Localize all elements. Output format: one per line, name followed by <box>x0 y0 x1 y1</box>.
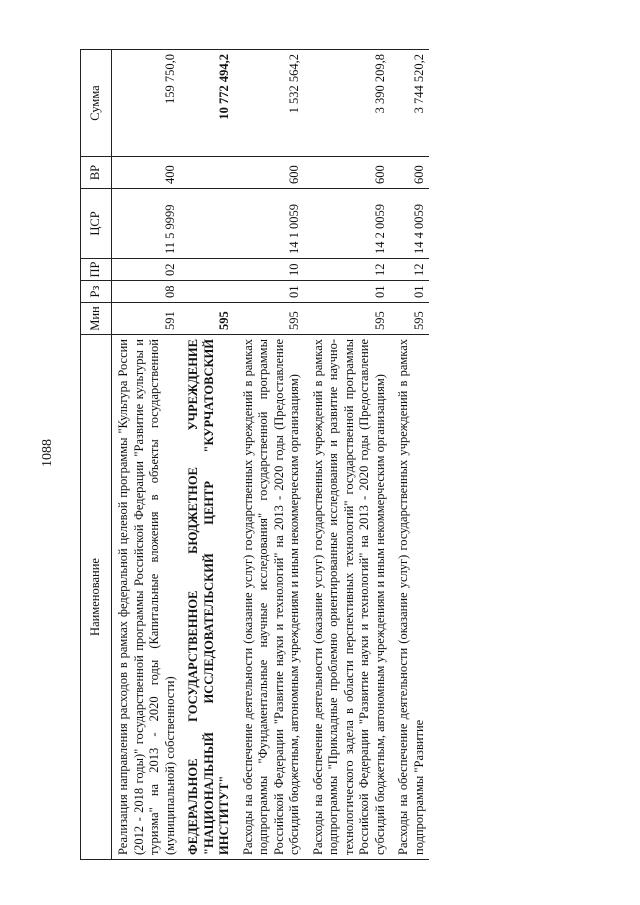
row-sum: 3 744 520,2 <box>392 50 429 157</box>
row-sum: 10 772 494,2 <box>182 50 237 157</box>
table-row <box>392 50 429 860</box>
row-pr: 12 <box>392 259 429 281</box>
row-min: 595 <box>307 303 393 335</box>
header-sum: Сумма <box>81 50 112 157</box>
table-row <box>237 50 307 860</box>
table-row <box>307 50 393 860</box>
row-csr: 14 4 0059 <box>392 189 429 259</box>
row-pr: 02 <box>112 259 183 281</box>
row-sum: 3 390 209,8 <box>307 50 393 157</box>
row-rz: 08 <box>112 281 183 303</box>
table-header <box>81 50 112 860</box>
rotated-page <box>80 50 605 860</box>
row-pr: 12 <box>307 259 393 281</box>
row-rz: 01 <box>237 281 307 303</box>
row-csr: 11 5 9999 <box>112 189 183 259</box>
row-vr <box>182 157 237 189</box>
row-name: Реализация направления расходов в рамках федеральной целевой программы "Культура России (2012 - 2018 годы)" государственной программы Российской Федерации "Развитие культуры и туризма" на 2013 - 2020 годы (Капитальные вложения в объекты государственной (муниципальной) собственности) <box>112 335 183 860</box>
row-sum: 1 532 564,2 <box>237 50 307 157</box>
row-sum: 159 750,0 <box>112 50 183 157</box>
row-pr: 10 <box>237 259 307 281</box>
row-min: 595 <box>392 303 429 335</box>
table-row <box>112 50 183 860</box>
page-number: 1088 <box>40 439 55 467</box>
row-vr: 600 <box>392 157 429 189</box>
row-rz: 01 <box>307 281 393 303</box>
row-min: 595 <box>182 303 237 335</box>
row-vr: 600 <box>307 157 393 189</box>
row-csr: 14 1 0059 <box>237 189 307 259</box>
row-rz <box>182 281 237 303</box>
row-rz: 01 <box>392 281 429 303</box>
row-min: 595 <box>237 303 307 335</box>
row-pr <box>182 259 237 281</box>
row-name: Расходы на обеспечение деятельности (оказание услуг) государственных учреждений в рамках подпрограммы "Фундаментальные научные исследования" государственной программы Российской Федерации "Развитие науки и технологий" на 2013 - 2020 годы (Предоставление субсидий бюджетным, автономным учреждениям и иным некоммерческим организациям) <box>237 335 307 860</box>
header-min: Мин <box>81 303 112 335</box>
row-vr: 400 <box>112 157 183 189</box>
row-name: ФЕДЕРАЛЬНОЕ ГОСУДАРСТВЕННОЕ БЮДЖЕТНОЕ УЧРЕЖДЕНИЕ "НАЦИОНАЛЬНЫЙ ИССЛЕДОВАТЕЛЬСКИЙ ЦЕНТР "КУРЧАТОВСКИЙ ИНСТИТУТ" <box>182 335 237 860</box>
row-name: Расходы на обеспечение деятельности (оказание услуг) государственных учреждений в рамках подпрограммы "Прикладные проблемно ориентированные исследования и развитие научно-технологического задела в области перспективных технологий" государственной программы Российской Федерации "Развитие науки и технологий" на 2013 - 2020 годы (Предоставление субсидий бюджетным, автономным учреждениям и иным некоммерческим организациям) <box>307 335 393 860</box>
header-rz: Рз <box>81 281 112 303</box>
row-csr: 14 2 0059 <box>307 189 393 259</box>
header-csr: ЦСР <box>81 189 112 259</box>
header-vr: ВР <box>81 157 112 189</box>
budget-table <box>80 49 429 860</box>
row-min: 591 <box>112 303 183 335</box>
row-csr <box>182 189 237 259</box>
header-pr: ПР <box>81 259 112 281</box>
header-name: Наименование <box>81 335 112 860</box>
row-name: Расходы на обеспечение деятельности (оказание услуг) государственных учреждений в рамках подпрограммы "Развитие <box>392 335 429 860</box>
table-row <box>182 50 237 860</box>
row-vr: 600 <box>237 157 307 189</box>
